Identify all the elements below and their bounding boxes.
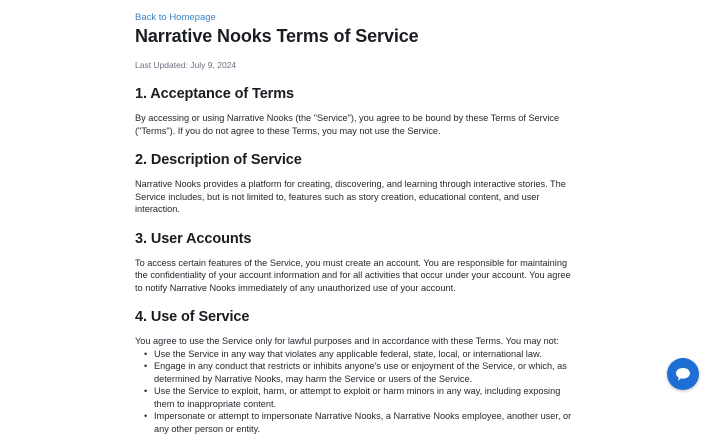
back-to-homepage-link[interactable]: Back to Homepage [135,12,580,24]
section-heading-acceptance: 1. Acceptance of Terms [135,85,580,103]
chat-bubble-icon [675,367,691,382]
list-item: • Use the Service in any way that violates any applicable federal, state, local, or international law. [143,348,580,361]
terms-page [135,12,580,435]
section-heading-use-of-service: 4. Use of Service [135,308,580,326]
section-body-user-accounts: To access certain features of the Service, you must create an account. You are responsible for maintaining the confidentiality of your account information and for all activities that occur under your account. You agree to notify Narrative Nooks immediately of any unauthorized use of your account. [135,257,580,295]
section-body-use-of-service: You agree to use the Service only for lawful purposes and in accordance with these Terms. You may not: [135,335,580,348]
section-heading-description: 2. Description of Service [135,151,580,169]
chat-button[interactable] [667,358,699,390]
list-item: • Impersonate or attempt to impersonate Narrative Nooks, a Narrative Nooks employee, another user, or any other person or entity. [143,410,580,435]
section-body-acceptance: By accessing or using Narrative Nooks (the "Service"), you agree to be bound by these Terms of Service ("Terms"). If you do not agree to these Terms, you may not use the Service. [135,112,580,137]
list-item: • Engage in any conduct that restricts or inhibits anyone's use or enjoyment of the Service, or which, as determined by Narrative Nooks, may harm the Service or users of the Service. [143,360,580,385]
prohibited-uses-list [135,348,580,435]
list-item: • Use the Service to exploit, harm, or attempt to exploit or harm minors in any way, including exposing them to inappropriate content. [143,385,580,410]
section-body-description: Narrative Nooks provides a platform for creating, discovering, and learning through interactive stories. The Service includes, but is not limited to, features such as story creation, educational content, and user interaction. [135,178,580,216]
section-heading-user-accounts: 3. User Accounts [135,230,580,248]
page-title: Narrative Nooks Terms of Service [135,25,580,47]
last-updated: Last Updated: July 9, 2024 [135,59,580,71]
